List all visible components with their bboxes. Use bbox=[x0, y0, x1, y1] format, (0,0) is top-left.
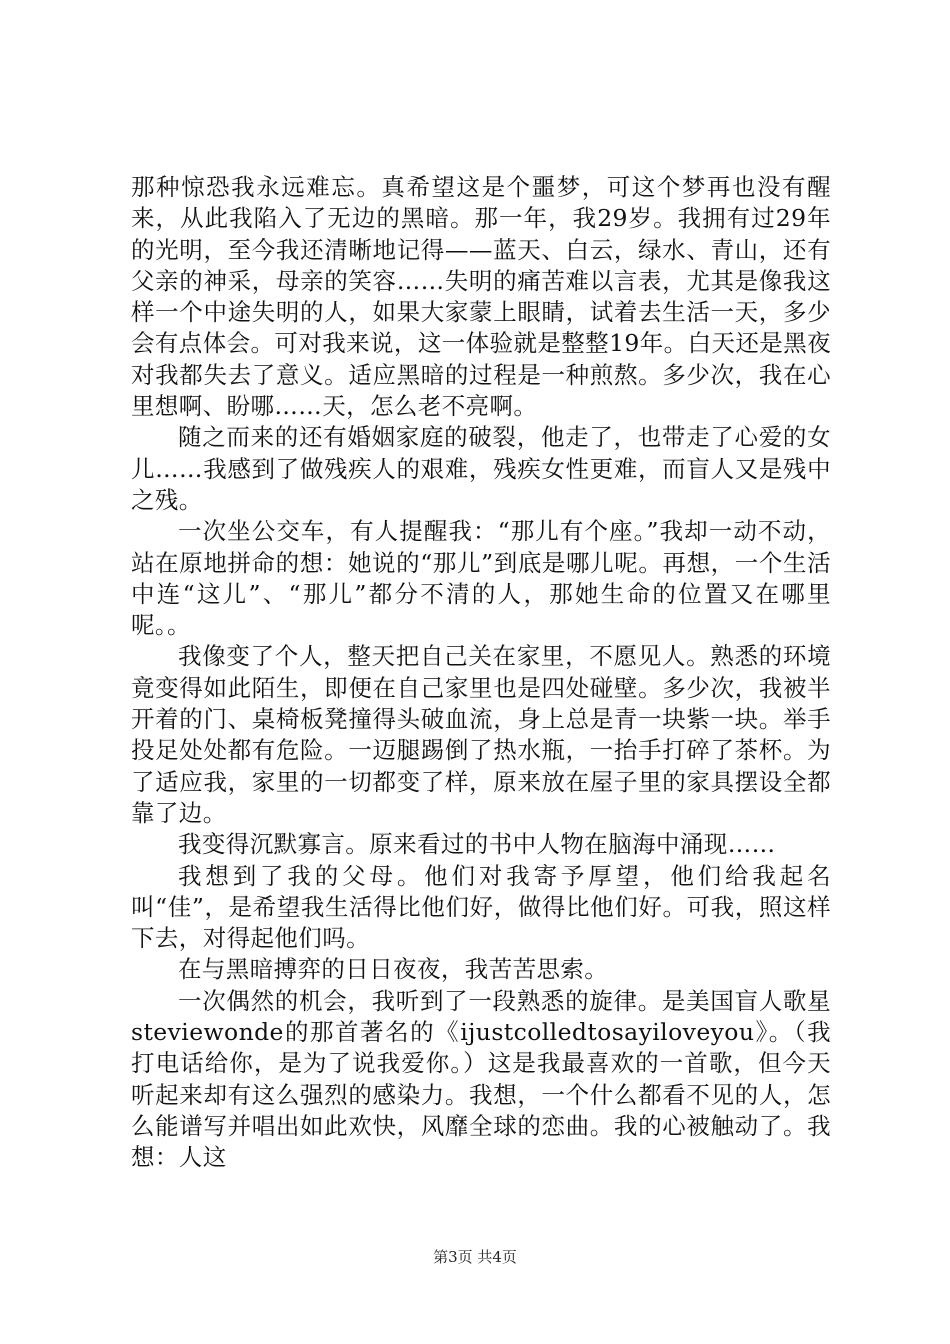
paragraph-7: 在与黑暗搏弈的日日夜夜，我苦苦思索。 bbox=[178, 955, 609, 984]
paragraph-5: 我变得沉默寡言。原来看过的书中人物在脑海中涌现…… bbox=[178, 830, 776, 859]
paragraph-6: 我想到了我的父母。他们对我寄予厚望，他们给我起名叫“佳”，是希望我生活得比他们好，做得比他们好。可我，照这样下去，对得起他们吗。 bbox=[131, 861, 831, 953]
paragraph-3: 一次坐公交车，有人提醒我：“那儿有个座。”我却一动不动，站在原地拼命的想：她说的“那儿”到底是哪儿呢。再想，一个生活中连“这儿”、“那儿”都分不清的人，那她生命的位置又在哪里呢。。 bbox=[131, 517, 831, 640]
paragraph-4: 我像变了个人，整天把自己关在家里，不愿见人。熟悉的环境竟变得如此陌生，即便在自己家里也是四处碰壁。多少次，我被半开着的门、桌椅板凳撞得头破血流，身上总是青一块紫一块。举手投足处处都有危险。一迈腿踢倒了热水瓶，一抬手打碎了茶杯。为了适应我，家里的一切都变了样，原来放在屋子里的家具摆设全都靠了边。 bbox=[131, 642, 831, 827]
page-number-footer: 第3页 共4页 bbox=[433, 1248, 517, 1266]
paragraph-8: 一次偶然的机会，我听到了一段熟悉的旋律。是美国盲人歌星steviewonde的那首著名的《ijustcolledtosayiloveyou》。（我打电话给你，是为了说我爱你。）这是我最喜欢的一首歌，但今天听起来却有这么强烈的感染力。我想，一个什么都看不见的人，怎么能谱写并唱出如此欢快，风靡全球的恋曲。我的心被触动了。我想：人这 bbox=[131, 986, 831, 1172]
paragraph-2: 随之而来的还有婚姻家庭的破裂，他走了，也带走了心爱的女儿……我感到了做残疾人的艰难，残疾女性更难，而盲人又是残中之残。 bbox=[131, 423, 831, 514]
document-body bbox=[131, 172, 831, 1174]
paragraph-1: 那种惊恐我永远难忘。真希望这是个噩梦，可这个梦再也没有醒来，从此我陷入了无边的黑暗。那一年，我29岁。我拥有过29年的光明，至今我还清晰地记得——蓝天、白云，绿水、青山，还有父亲的神采，母亲的笑容……失明的痛苦难以言表，尤其是像我这样一个中途失明的人，如果大家蒙上眼睛，试着去生活一天，多少会有点体会。可对我来说，这一体验就是整整19年。白天还是黑夜对我都失去了意义。适应黑暗的过程是一种煎熬。多少次，我在心里想啊、盼哪……天，怎么老不亮啊。 bbox=[131, 173, 831, 421]
